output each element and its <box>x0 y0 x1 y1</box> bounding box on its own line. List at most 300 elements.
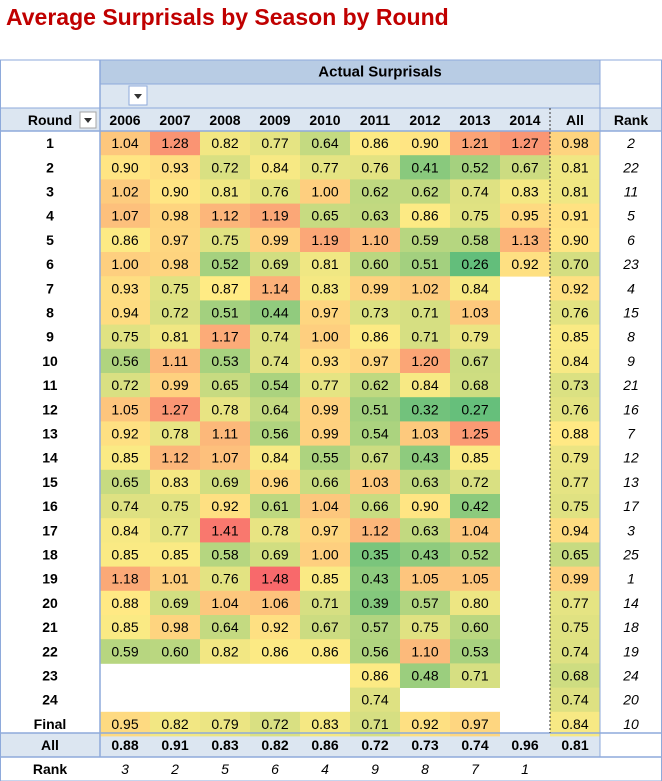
page-title: Average Surprisals by Season by Round <box>6 4 449 30</box>
rank-column-header: Rank <box>613 112 649 128</box>
heat-cell-value: 0.98 <box>161 207 189 224</box>
heat-cell-value: 0.65 <box>211 377 239 394</box>
row-all-value: 0.70 <box>561 256 589 273</box>
row-filter-dropdown[interactable] <box>80 112 96 128</box>
heat-cell-value: 1.06 <box>261 594 289 611</box>
heat-cell-value: 0.67 <box>461 352 489 369</box>
heat-cell-value: 1.04 <box>211 594 239 611</box>
heat-cell-value: 1.19 <box>311 231 339 248</box>
heat-cell-value: 0.82 <box>161 715 189 732</box>
heat-cell-value: 0.54 <box>261 377 289 394</box>
heat-cell-value: 0.97 <box>311 304 339 321</box>
heat-cell-value: 0.86 <box>411 207 439 224</box>
all-row-band <box>0 733 600 757</box>
heat-cell-value: 1.02 <box>411 280 439 297</box>
season-rank-value: 7 <box>471 761 479 777</box>
heat-cell-value: 0.58 <box>461 231 489 248</box>
heat-cell-value: 0.44 <box>261 304 289 321</box>
heat-cell-value: 0.66 <box>311 473 339 490</box>
heat-cell-value: 0.32 <box>411 401 439 418</box>
round-label: 4 <box>46 207 54 224</box>
heat-cell-value: 0.72 <box>261 715 289 732</box>
season-all-value: 0.73 <box>411 737 439 753</box>
rank-row-label: Rank <box>32 761 68 777</box>
heat-cell-value: 1.19 <box>261 207 289 224</box>
heat-cell-value: 0.79 <box>461 328 489 345</box>
row-rank-value: 18 <box>623 619 639 636</box>
heat-cell-value: 0.72 <box>211 159 239 176</box>
heat-cell-value: 0.85 <box>161 546 189 563</box>
heat-cell-value: 0.66 <box>361 498 389 515</box>
heat-cell-value: 0.41 <box>411 159 439 176</box>
row-all-value: 0.91 <box>561 207 589 224</box>
row-all-value: 0.90 <box>561 231 589 248</box>
round-label: 21 <box>42 619 58 636</box>
row-rank-value: 1 <box>627 570 635 587</box>
season-rank-value: 8 <box>421 761 429 777</box>
heat-cell-value: 0.63 <box>411 473 439 490</box>
heat-cell-value: 0.43 <box>411 449 439 466</box>
heat-cell-value: 0.72 <box>461 473 489 490</box>
heat-cell-value: 1.00 <box>111 256 139 273</box>
heat-cell-value: 1.05 <box>411 570 439 587</box>
heat-cell-value: 0.84 <box>411 377 439 394</box>
season-header: 2006 <box>109 112 141 128</box>
heat-cell-value: 0.86 <box>361 667 389 684</box>
heat-cell-value: 0.69 <box>261 256 289 273</box>
heat-cell-value: 0.97 <box>311 522 339 539</box>
heat-cell-value: 0.51 <box>411 256 439 273</box>
heat-cell-value: 0.56 <box>111 352 139 369</box>
heat-cell-value: 0.99 <box>311 401 339 418</box>
row-rank-value: 15 <box>623 304 639 321</box>
heat-cell-value: 0.57 <box>411 594 439 611</box>
heat-cell-value: 1.27 <box>161 401 189 418</box>
heat-cell-value: 0.53 <box>461 643 489 660</box>
season-all-value: 0.72 <box>361 737 389 753</box>
heat-cell-value: 0.85 <box>111 546 139 563</box>
heat-cell-value: 1.03 <box>411 425 439 442</box>
heat-cell-value: 1.18 <box>111 570 139 587</box>
round-label: 15 <box>42 473 58 490</box>
row-all-value: 0.92 <box>561 280 589 297</box>
heat-cell-value: 0.79 <box>211 715 239 732</box>
row-all-value: 0.65 <box>561 546 589 563</box>
heat-cell-value: 0.71 <box>461 667 489 684</box>
heat-cell-value: 0.92 <box>211 498 239 515</box>
row-all-value: 0.74 <box>561 643 589 660</box>
season-rank-value: 5 <box>221 761 229 777</box>
heat-cell-value: 0.97 <box>461 715 489 732</box>
season-all-value: 0.82 <box>261 737 289 753</box>
heat-cell-value: 0.84 <box>261 159 289 176</box>
heat-cell-value: 0.67 <box>511 159 539 176</box>
heat-cell-value: 0.62 <box>411 183 439 200</box>
season-header: 2007 <box>159 112 191 128</box>
heat-cell-value: 0.53 <box>211 352 239 369</box>
heat-cell-value: 0.82 <box>211 135 239 152</box>
heat-cell-value: 0.86 <box>261 643 289 660</box>
row-all-value: 0.76 <box>561 304 589 321</box>
heat-cell-value: 0.65 <box>111 473 139 490</box>
round-label: 3 <box>46 183 54 200</box>
heat-cell-value: 0.63 <box>361 207 389 224</box>
heat-cell-value: 0.95 <box>511 207 539 224</box>
heat-cell-value: 0.81 <box>311 256 339 273</box>
heat-cell-value: 0.86 <box>111 231 139 248</box>
heat-cell-value: 1.17 <box>211 328 239 345</box>
season-rank-value: 3 <box>121 761 129 777</box>
heat-cell-value: 0.92 <box>111 425 139 442</box>
heat-cell-value: 1.14 <box>261 280 289 297</box>
heat-cell-value: 0.90 <box>411 135 439 152</box>
heat-cell-value: 0.83 <box>311 715 339 732</box>
heat-cell-value: 1.00 <box>311 183 339 200</box>
heat-cell-value: 0.82 <box>211 643 239 660</box>
heat-cell-value: 0.51 <box>361 401 389 418</box>
round-label: 9 <box>46 328 54 345</box>
row-all-value: 0.79 <box>561 449 589 466</box>
round-label: 13 <box>42 425 58 442</box>
round-label: 12 <box>42 401 58 418</box>
heat-cell-value: 0.84 <box>461 280 489 297</box>
round-label: 11 <box>42 377 58 394</box>
heat-cell-value: 0.84 <box>261 449 289 466</box>
row-rank-value: 24 <box>623 667 639 684</box>
row-all-value: 0.74 <box>561 691 589 708</box>
heat-cell-value: 0.64 <box>311 135 339 152</box>
row-rank-value: 10 <box>623 715 639 732</box>
heat-cell-value: 0.90 <box>161 183 189 200</box>
round-label: 22 <box>42 643 58 660</box>
heat-cell-value: 0.54 <box>361 425 389 442</box>
heat-cell-value: 0.93 <box>161 159 189 176</box>
row-rank-value: 17 <box>623 498 639 515</box>
heat-cell-value: 0.60 <box>361 256 389 273</box>
round-label: 18 <box>42 546 58 563</box>
heat-cell-value: 1.04 <box>111 135 139 152</box>
heat-cell-value: 1.11 <box>161 352 189 369</box>
heat-cell-value: 0.85 <box>111 449 139 466</box>
heat-cell-value: 0.72 <box>161 304 189 321</box>
round-label: 10 <box>42 352 58 369</box>
heat-cell-value: 0.59 <box>111 643 139 660</box>
heat-cell-value: 1.00 <box>311 546 339 563</box>
season-rank-value: 2 <box>171 761 179 777</box>
season-all-value: 0.86 <box>311 737 339 753</box>
heat-cell-value: 0.73 <box>361 304 389 321</box>
season-header: 2011 <box>359 112 391 128</box>
row-all-value: 0.85 <box>561 328 589 345</box>
heat-cell-value: 1.10 <box>361 231 389 248</box>
season-header: 2008 <box>209 112 241 128</box>
heat-cell-value: 0.83 <box>511 183 539 200</box>
row-rank-value: 4 <box>627 280 635 297</box>
row-rank-value: 2 <box>627 135 635 152</box>
round-label: 14 <box>42 449 58 466</box>
heat-cell-value: 0.75 <box>461 207 489 224</box>
heat-cell-value: 0.95 <box>111 715 139 732</box>
heat-cell-value: 0.71 <box>411 304 439 321</box>
heat-cell-value: 0.88 <box>111 594 139 611</box>
heat-cell-value: 0.71 <box>311 594 339 611</box>
round-label: 17 <box>42 522 58 539</box>
heat-cell-value: 0.76 <box>211 570 239 587</box>
heat-cell-value: 0.83 <box>311 280 339 297</box>
heat-cell-value: 1.13 <box>511 231 539 248</box>
row-rank-value: 8 <box>627 328 635 345</box>
heat-cell-value: 0.76 <box>361 159 389 176</box>
heat-cell-value: 0.57 <box>361 619 389 636</box>
heat-cell-value: 1.00 <box>311 328 339 345</box>
heat-cell-value: 0.58 <box>211 546 239 563</box>
row-rank-value: 20 <box>623 691 639 708</box>
round-label: 20 <box>42 594 58 611</box>
heat-cell-value: 1.21 <box>461 135 489 152</box>
row-all-value: 0.77 <box>561 594 589 611</box>
heat-cell-value: 1.07 <box>111 207 139 224</box>
heat-cell-value: 0.39 <box>361 594 389 611</box>
season-header: 2010 <box>309 112 341 128</box>
season-all-value: 0.91 <box>161 737 189 753</box>
heat-cell-value: 0.74 <box>111 498 139 515</box>
heat-cell-value: 1.03 <box>361 473 389 490</box>
heat-cell-value: 0.86 <box>361 328 389 345</box>
heat-cell-value: 1.41 <box>211 522 239 539</box>
row-all-value: 0.94 <box>561 522 589 539</box>
heat-cell-value: 0.52 <box>211 256 239 273</box>
row-all-value: 0.84 <box>561 352 589 369</box>
heat-cell-value: 0.35 <box>361 546 389 563</box>
row-all-value: 0.81 <box>561 183 589 200</box>
row-rank-value: 6 <box>627 231 635 248</box>
heat-cell-value: 0.43 <box>361 570 389 587</box>
heat-cell-value: 1.48 <box>261 570 289 587</box>
heat-cell-value: 0.48 <box>411 667 439 684</box>
heat-cell-value: 0.78 <box>261 522 289 539</box>
round-label: 24 <box>42 691 58 708</box>
heat-cell-value: 0.74 <box>261 328 289 345</box>
heat-cell-value: 0.92 <box>261 619 289 636</box>
row-rank-value: 16 <box>623 401 639 418</box>
heat-cell-value: 0.56 <box>261 425 289 442</box>
season-header: 2012 <box>409 112 441 128</box>
all-row-label: All <box>41 737 59 753</box>
group-header-label: Actual Surprisals <box>318 63 442 81</box>
heat-cell-value: 1.04 <box>461 522 489 539</box>
heat-cell-value: 0.74 <box>361 691 389 708</box>
heat-cell-value: 1.10 <box>411 643 439 660</box>
season-header: 2009 <box>259 112 291 128</box>
row-all-value: 0.99 <box>561 570 589 587</box>
heat-cell-value: 0.86 <box>311 643 339 660</box>
heat-cell-value: 0.75 <box>211 231 239 248</box>
heat-cell-value: 0.69 <box>261 546 289 563</box>
heat-cell-value: 1.11 <box>211 425 239 442</box>
heat-cell-value: 1.04 <box>311 498 339 515</box>
all-column-header: All <box>566 112 584 128</box>
row-all-value: 0.68 <box>561 667 589 684</box>
heat-cell-value: 0.78 <box>211 401 239 418</box>
heat-cell-value: 0.68 <box>461 377 489 394</box>
heat-cell-value: 0.94 <box>111 304 139 321</box>
row-rank-value: 7 <box>627 425 635 442</box>
row-rank-value: 21 <box>623 377 639 394</box>
filter-band <box>100 84 600 108</box>
heat-cell-value: 0.99 <box>311 425 339 442</box>
heat-cell-value: 0.65 <box>311 207 339 224</box>
heat-cell-value: 0.77 <box>161 522 189 539</box>
heat-cell-value: 0.75 <box>161 280 189 297</box>
heat-cell-value: 1.03 <box>461 304 489 321</box>
grand-all-value: 0.81 <box>561 737 589 753</box>
season-rank-value: 9 <box>371 761 379 777</box>
round-label: 2 <box>46 159 54 176</box>
heat-cell-value: 0.75 <box>111 328 139 345</box>
heat-cell-value: 0.98 <box>161 619 189 636</box>
heat-cell-value: 0.93 <box>311 352 339 369</box>
row-field-label: Round <box>27 112 73 128</box>
heat-cell-value: 0.52 <box>461 159 489 176</box>
season-rank-value: 6 <box>271 761 279 777</box>
heat-cell-value: 0.71 <box>361 715 389 732</box>
heat-cell-value: 0.78 <box>161 425 189 442</box>
row-all-value: 0.75 <box>561 498 589 515</box>
heat-cell-value: 0.81 <box>161 328 189 345</box>
heat-cell-value: 0.74 <box>461 183 489 200</box>
heat-cell-value: 0.90 <box>111 159 139 176</box>
heat-cell-value: 0.85 <box>461 449 489 466</box>
heat-cell-value: 0.81 <box>211 183 239 200</box>
heat-cell-value: 0.62 <box>361 377 389 394</box>
season-all-value: 0.83 <box>211 737 239 753</box>
heat-cell-value: 0.60 <box>161 643 189 660</box>
row-rank-value: 11 <box>623 183 639 200</box>
heat-cell-value: 1.27 <box>511 135 539 152</box>
heat-cell-value: 0.99 <box>261 231 289 248</box>
heat-cell-value: 0.76 <box>261 183 289 200</box>
heat-cell-value: 0.96 <box>261 473 289 490</box>
heat-cell-value: 0.83 <box>161 473 189 490</box>
heat-cell-value: 0.75 <box>411 619 439 636</box>
row-rank-value: 19 <box>623 643 639 660</box>
row-rank-value: 9 <box>627 352 635 369</box>
heat-cell-value: 0.64 <box>211 619 239 636</box>
heat-cell-value: 0.42 <box>461 498 489 515</box>
season-all-value: 0.88 <box>111 737 139 753</box>
heat-cell-value: 0.69 <box>211 473 239 490</box>
heat-cell-value: 0.56 <box>361 643 389 660</box>
season-header: 2014 <box>509 112 541 128</box>
row-all-value: 0.98 <box>561 135 589 152</box>
heat-cell-value: 0.55 <box>311 449 339 466</box>
row-rank-value: 5 <box>627 207 635 224</box>
heat-cell-value: 0.97 <box>161 231 189 248</box>
heat-cell-value: 0.84 <box>111 522 139 539</box>
heat-cell-value: 1.02 <box>111 183 139 200</box>
season-rank-value: 4 <box>321 761 329 777</box>
heat-cell-value: 0.86 <box>361 135 389 152</box>
round-label: 6 <box>46 256 54 273</box>
row-rank-value: 13 <box>623 473 639 490</box>
round-label: Final <box>33 715 67 732</box>
row-rank-value: 23 <box>623 256 639 273</box>
heat-cell-value: 0.27 <box>461 401 489 418</box>
row-rank-value: 14 <box>623 594 639 611</box>
season-all-value: 0.74 <box>461 737 489 753</box>
heat-cell-value: 0.85 <box>111 619 139 636</box>
heat-cell-value: 0.72 <box>111 377 139 394</box>
heat-cell-value: 1.05 <box>461 570 489 587</box>
season-all-value: 0.96 <box>511 737 539 753</box>
row-rank-value: 12 <box>623 449 639 466</box>
row-rank-value: 22 <box>623 159 639 176</box>
round-label: 7 <box>46 280 54 297</box>
heat-cell-value: 0.90 <box>411 498 439 515</box>
heat-cell-value: 0.92 <box>511 256 539 273</box>
heat-cell-value: 0.43 <box>411 546 439 563</box>
heat-cell-value: 0.80 <box>461 594 489 611</box>
heat-cell-value: 0.61 <box>261 498 289 515</box>
heat-cell-value: 0.71 <box>411 328 439 345</box>
heat-cell-value: 1.01 <box>161 570 189 587</box>
heat-cell-value: 0.60 <box>461 619 489 636</box>
heat-cell-value: 0.77 <box>261 135 289 152</box>
heat-cell-value: 0.59 <box>411 231 439 248</box>
row-all-value: 0.77 <box>561 473 589 490</box>
round-label: 19 <box>42 570 58 587</box>
heat-cell-value: 0.51 <box>211 304 239 321</box>
row-all-value: 0.75 <box>561 619 589 636</box>
heat-cell-value: 0.77 <box>311 159 339 176</box>
heat-cell-value: 0.52 <box>461 546 489 563</box>
heat-cell-value: 0.64 <box>261 401 289 418</box>
round-label: 8 <box>46 304 54 321</box>
heat-cell-value: 0.97 <box>361 352 389 369</box>
heat-cell-value: 1.20 <box>411 352 439 369</box>
heat-cell-value: 0.67 <box>311 619 339 636</box>
heat-cell-value: 0.69 <box>161 594 189 611</box>
heat-cell-value: 0.77 <box>311 377 339 394</box>
heat-cell-value: 0.98 <box>161 256 189 273</box>
heat-cell-value: 1.12 <box>161 449 189 466</box>
heat-cell-value: 0.87 <box>211 280 239 297</box>
row-rank-value: 25 <box>623 546 639 563</box>
heat-cell-value: 0.67 <box>361 449 389 466</box>
row-all-value: 0.88 <box>561 425 589 442</box>
heat-cell-value: 0.62 <box>361 183 389 200</box>
heat-cell-value: 0.93 <box>111 280 139 297</box>
round-label: 16 <box>42 498 58 515</box>
row-all-value: 0.81 <box>561 159 589 176</box>
heat-cell-value: 1.12 <box>211 207 239 224</box>
heat-cell-value: 0.99 <box>361 280 389 297</box>
heat-cell-value: 0.75 <box>161 498 189 515</box>
heat-cell-value: 1.07 <box>211 449 239 466</box>
season-rank-value: 1 <box>521 761 529 777</box>
column-filter-dropdown[interactable] <box>129 86 147 105</box>
round-label: 23 <box>42 667 58 684</box>
row-all-value: 0.84 <box>561 715 589 732</box>
heat-cell-value: 0.85 <box>311 570 339 587</box>
row-all-value: 0.76 <box>561 401 589 418</box>
heat-cell-value: 0.63 <box>411 522 439 539</box>
heat-cell-value: 1.12 <box>361 522 389 539</box>
heat-cell-value: 1.05 <box>111 401 139 418</box>
round-label: 5 <box>46 231 54 248</box>
heat-cell-value: 1.25 <box>461 425 489 442</box>
heat-cell-value: 0.99 <box>161 377 189 394</box>
